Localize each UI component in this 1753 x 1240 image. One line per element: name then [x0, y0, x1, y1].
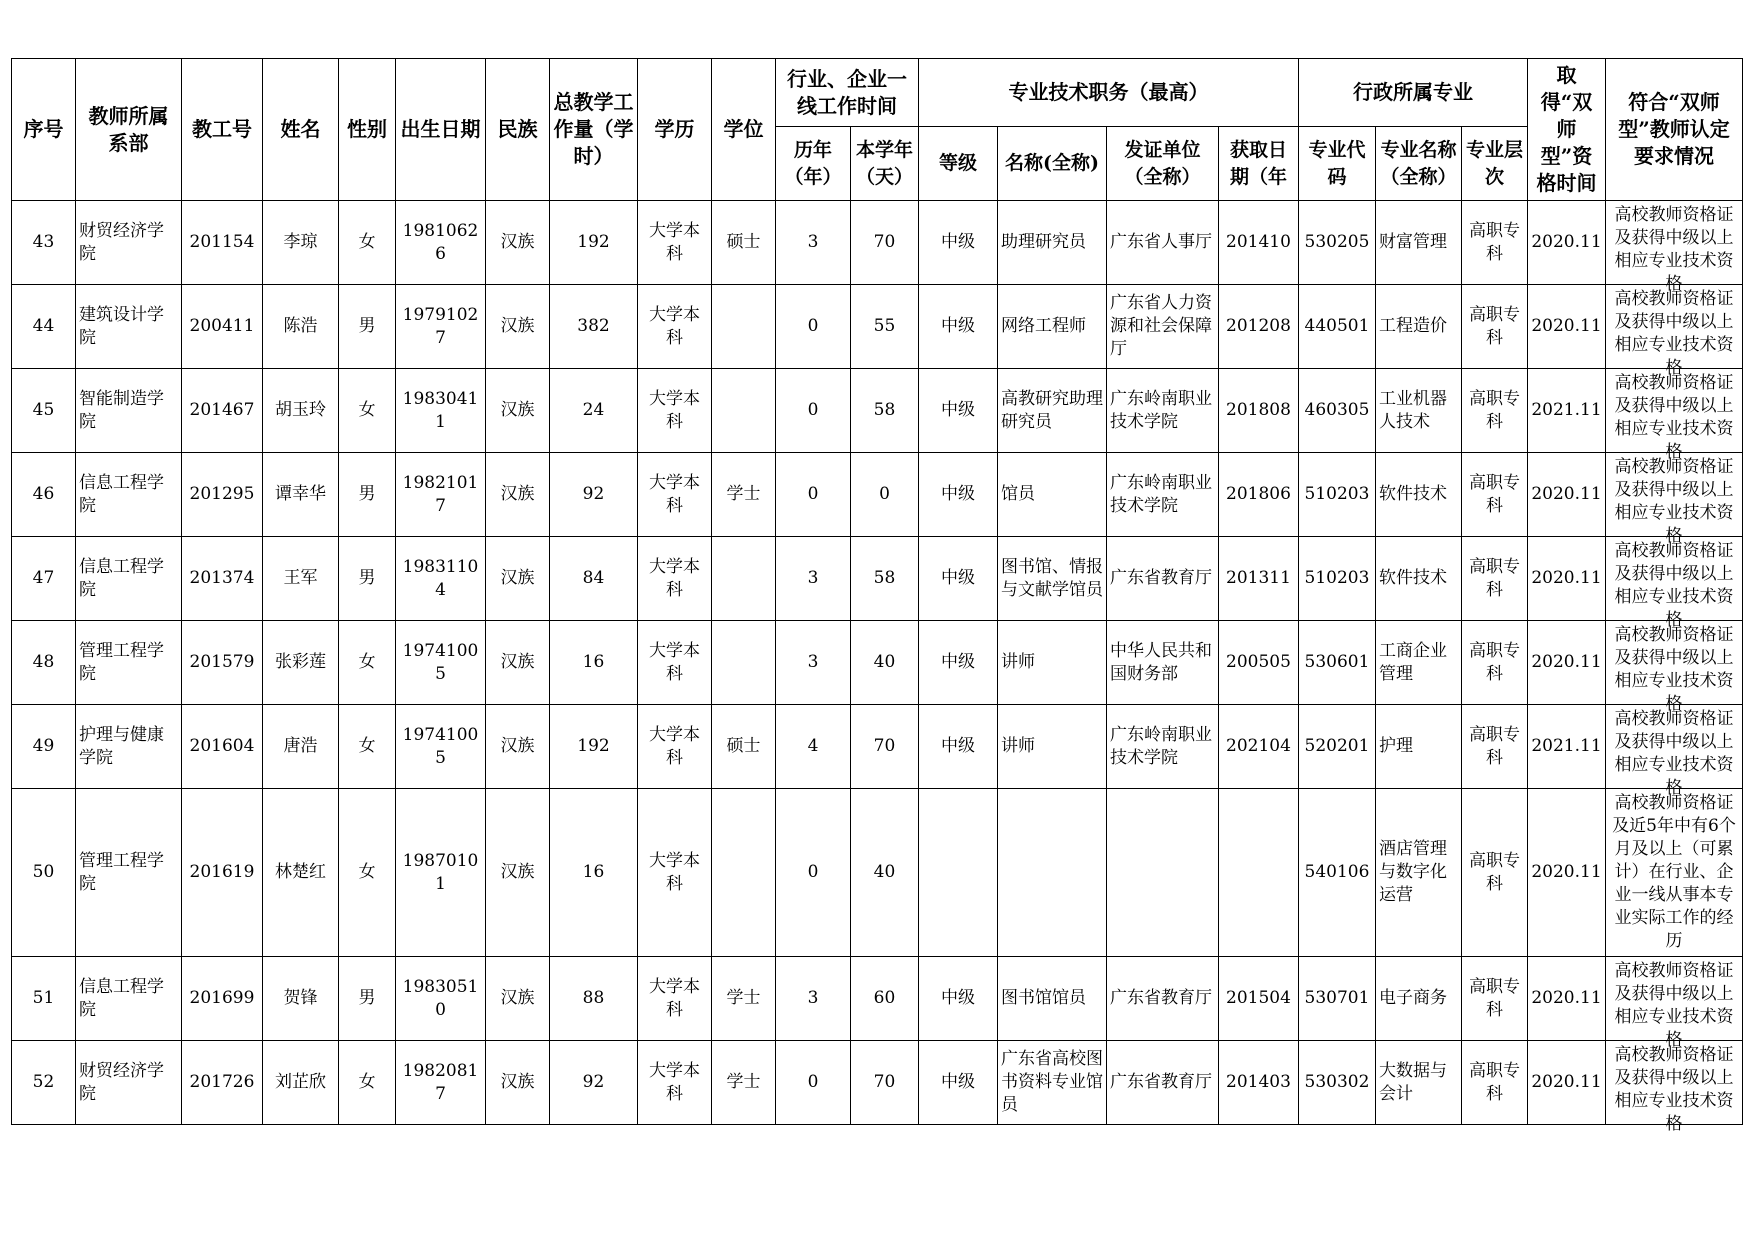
cell-title-name: 讲师: [998, 621, 1107, 705]
cell-qual-time: 2020.11: [1528, 621, 1606, 705]
cell-qual-time: 2020.11: [1528, 453, 1606, 537]
cell-staff-id: 201604: [182, 705, 263, 789]
cell-title-level: 中级: [919, 285, 998, 369]
cell-workload: 192: [550, 201, 638, 285]
cell-ethnicity: 汉族: [486, 537, 550, 621]
cell-seq: 49: [12, 705, 76, 789]
cell-workload: 382: [550, 285, 638, 369]
cell-major-name: 大数据与会计: [1376, 1041, 1462, 1125]
cell-major-name: 工业机器人技术: [1376, 369, 1462, 453]
table-row: [12, 537, 1743, 621]
cell-major-code: 510203: [1299, 537, 1376, 621]
cell-staff-id: 201295: [182, 453, 263, 537]
cell-staff-id: 201467: [182, 369, 263, 453]
cell-title-issuer: 广东省教育厅: [1107, 1041, 1219, 1125]
table-row: [12, 369, 1743, 453]
cell-title-date: 201808: [1219, 369, 1299, 453]
cell-workload: 192: [550, 705, 638, 789]
cell-industry-years: 3: [776, 201, 851, 285]
cell-ethnicity: 汉族: [486, 621, 550, 705]
cell-degree: [712, 285, 776, 369]
cell-education: 大学本科: [638, 537, 712, 621]
cell-qual-time: 2021.11: [1528, 369, 1606, 453]
cell-industry-days: 40: [851, 621, 919, 705]
cell-gender: 男: [339, 285, 396, 369]
cell-gender: 男: [339, 537, 396, 621]
cell-industry-days: 70: [851, 201, 919, 285]
cell-requirement: 高校教师资格证及获得中级以上相应专业技术资格: [1614, 540, 1734, 630]
cell-ethnicity: 汉族: [486, 369, 550, 453]
cell-qual-time: 2020.11: [1528, 789, 1606, 957]
cell-industry-days: 70: [851, 705, 919, 789]
cell-degree: 学士: [712, 1041, 776, 1125]
cell-workload: 84: [550, 537, 638, 621]
cell-title-level: 中级: [919, 453, 998, 537]
cell-staff-id: 201699: [182, 957, 263, 1041]
cell-birth: 19820817: [396, 1041, 486, 1125]
cell-major-level: 高职专科: [1462, 537, 1528, 621]
cell-title-date: 201806: [1219, 453, 1299, 537]
cell-seq: 46: [12, 453, 76, 537]
cell-workload: 92: [550, 1041, 638, 1125]
cell-major-level: 高职专科: [1462, 285, 1528, 369]
header-title-date: 获取日期（年: [1229, 138, 1287, 188]
cell-qual-time: 2020.11: [1528, 201, 1606, 285]
cell-education: 大学本科: [638, 1041, 712, 1125]
cell-dept: 信息工程学院: [76, 453, 182, 537]
cell-major-name: 工程造价: [1376, 285, 1462, 369]
cell-major-name: 软件技术: [1376, 453, 1462, 537]
cell-major-code: 520201: [1299, 705, 1376, 789]
header-name: 姓名: [263, 59, 339, 201]
cell-title-issuer: 广东省教育厅: [1107, 537, 1219, 621]
cell-title-issuer: 中华人民共和国财务部: [1107, 621, 1219, 705]
cell-name: 唐浩: [263, 705, 339, 789]
cell-birth: 19830411: [396, 369, 486, 453]
cell-workload: 24: [550, 369, 638, 453]
cell-title-date: 201410: [1219, 201, 1299, 285]
cell-name: 王军: [263, 537, 339, 621]
header-degree: 学位: [712, 59, 776, 201]
cell-seq: 48: [12, 621, 76, 705]
cell-education: 大学本科: [638, 957, 712, 1041]
cell-education: 大学本科: [638, 621, 712, 705]
header-title-name: 名称(全称): [1005, 152, 1099, 174]
cell-title-name: 广东省高校图书资料专业馆员: [998, 1041, 1107, 1125]
header-industry-days: 本学年（天）: [855, 138, 913, 188]
cell-title-level: 中级: [919, 621, 998, 705]
header-title-level: 等级: [938, 152, 977, 174]
cell-requirement: 高校教师资格证及获得中级以上相应专业技术资格: [1614, 204, 1734, 294]
cell-major-code: 530302: [1299, 1041, 1376, 1125]
cell-workload: 88: [550, 957, 638, 1041]
cell-birth: 19741005: [396, 621, 486, 705]
cell-requirement: 高校教师资格证及获得中级以上相应专业技术资格: [1614, 372, 1734, 462]
cell-qual-time: 2020.11: [1528, 957, 1606, 1041]
cell-major-level: 高职专科: [1462, 453, 1528, 537]
header-seq: 序号: [12, 59, 76, 201]
cell-title-issuer: 广东省教育厅: [1107, 957, 1219, 1041]
cell-workload: 16: [550, 789, 638, 957]
table-body: [12, 201, 1743, 1134]
cell-ethnicity: 汉族: [486, 789, 550, 957]
header-major-level: 专业层次: [1466, 138, 1524, 188]
cell-title-date: 201311: [1219, 537, 1299, 621]
header-qual-time: 取得“双师型”资格时间: [1528, 59, 1606, 201]
cell-dept: 财贸经济学院: [76, 1041, 182, 1125]
cell-industry-days: 58: [851, 369, 919, 453]
cell-major-code: 530205: [1299, 201, 1376, 285]
cell-birth: 19870101: [396, 789, 486, 957]
cell-industry-years: 0: [776, 453, 851, 537]
cell-gender: 男: [339, 453, 396, 537]
cell-seq: 43: [12, 201, 76, 285]
cell-industry-years: 0: [776, 369, 851, 453]
header-staff-id: 教工号: [182, 59, 263, 201]
cell-title-name: 网络工程师: [998, 285, 1107, 369]
cell-requirement: 高校教师资格证及获得中级以上相应专业技术资格: [1614, 624, 1734, 714]
cell-gender: 女: [339, 201, 396, 285]
cell-dept: 护理与健康学院: [76, 705, 182, 789]
cell-title-issuer: 广东岭南职业技术学院: [1107, 705, 1219, 789]
cell-requirement: 高校教师资格证及获得中级以上相应专业技术资格: [1614, 1044, 1734, 1134]
cell-major-name: 护理: [1376, 705, 1462, 789]
cell-ethnicity: 汉族: [486, 285, 550, 369]
cell-ethnicity: 汉族: [486, 705, 550, 789]
header-ethnicity: 民族: [486, 59, 550, 201]
cell-title-date: 201208: [1219, 285, 1299, 369]
cell-staff-id: 201579: [182, 621, 263, 705]
cell-title-date: 201504: [1219, 957, 1299, 1041]
cell-industry-years: 0: [776, 285, 851, 369]
cell-title-level: 中级: [919, 369, 998, 453]
cell-degree: [712, 789, 776, 957]
cell-industry-years: 4: [776, 705, 851, 789]
header-major-code: 专业代码: [1308, 138, 1366, 188]
header-dept: 教师所属系部: [76, 59, 182, 201]
cell-degree: [712, 537, 776, 621]
header-title-issuer: 发证单位（全称）: [1124, 138, 1201, 188]
cell-gender: 女: [339, 1041, 396, 1125]
cell-name: 张彩莲: [263, 621, 339, 705]
cell-industry-years: 0: [776, 1041, 851, 1125]
cell-industry-days: 60: [851, 957, 919, 1041]
cell-title-name: [998, 789, 1107, 957]
cell-qual-time: 2020.11: [1528, 1041, 1606, 1125]
header-industry-years: 历年（年）: [784, 138, 842, 188]
cell-ethnicity: 汉族: [486, 1041, 550, 1125]
teacher-table: [11, 58, 1743, 1134]
header-education: 学历: [638, 59, 712, 201]
cell-title-name: 馆员: [998, 453, 1107, 537]
cell-industry-days: 58: [851, 537, 919, 621]
cell-seq: 47: [12, 537, 76, 621]
cell-title-issuer: 广东省人力资源和社会保障厅: [1107, 285, 1219, 369]
cell-name: 胡玉玲: [263, 369, 339, 453]
cell-degree: [712, 621, 776, 705]
header-workload: 总教学工作量（学时）: [550, 59, 638, 201]
cell-dept: 管理工程学院: [76, 789, 182, 957]
cell-title-date: 200505: [1219, 621, 1299, 705]
cell-title-issuer: [1107, 789, 1219, 957]
cell-industry-years: 3: [776, 957, 851, 1041]
cell-title-issuer: 广东省人事厅: [1107, 201, 1219, 285]
cell-gender: 女: [339, 621, 396, 705]
cell-major-code: 440501: [1299, 285, 1376, 369]
cell-education: 大学本科: [638, 285, 712, 369]
cell-industry-years: 3: [776, 621, 851, 705]
cell-name: 李琼: [263, 201, 339, 285]
cell-title-name: 讲师: [998, 705, 1107, 789]
cell-seq: 51: [12, 957, 76, 1041]
cell-major-level: 高职专科: [1462, 705, 1528, 789]
cell-staff-id: 201726: [182, 1041, 263, 1125]
cell-birth: 19791027: [396, 285, 486, 369]
cell-seq: 45: [12, 369, 76, 453]
cell-title-level: 中级: [919, 705, 998, 789]
cell-requirement: 高校教师资格证及获得中级以上相应专业技术资格: [1614, 288, 1734, 378]
cell-birth: 19831104: [396, 537, 486, 621]
cell-dept: 信息工程学院: [76, 537, 182, 621]
header-major-name: 专业名称（全称）: [1380, 138, 1457, 188]
cell-name: 刘芷欣: [263, 1041, 339, 1125]
table-row: [12, 957, 1743, 1041]
cell-dept: 建筑设计学院: [76, 285, 182, 369]
cell-major-name: 软件技术: [1376, 537, 1462, 621]
cell-title-level: 中级: [919, 537, 998, 621]
cell-major-code: 530601: [1299, 621, 1376, 705]
table-row: [12, 705, 1743, 789]
cell-dept: 信息工程学院: [76, 957, 182, 1041]
table-row: [12, 285, 1743, 369]
cell-major-level: 高职专科: [1462, 1041, 1528, 1125]
cell-industry-days: 40: [851, 789, 919, 957]
cell-birth: 19810626: [396, 201, 486, 285]
header-birth: 出生日期: [396, 59, 486, 201]
cell-workload: 92: [550, 453, 638, 537]
cell-industry-days: 0: [851, 453, 919, 537]
cell-title-level: 中级: [919, 1041, 998, 1125]
cell-education: 大学本科: [638, 705, 712, 789]
cell-qual-time: 2020.11: [1528, 537, 1606, 621]
cell-major-name: 工商企业管理: [1376, 621, 1462, 705]
cell-major-code: 540106: [1299, 789, 1376, 957]
cell-industry-days: 70: [851, 1041, 919, 1125]
cell-title-name: 图书馆、情报与文献学馆员: [998, 537, 1107, 621]
cell-title-name: 高教研究助理研究员: [998, 369, 1107, 453]
cell-degree: 硕士: [712, 201, 776, 285]
cell-birth: 19821017: [396, 453, 486, 537]
cell-gender: 女: [339, 369, 396, 453]
cell-major-level: 高职专科: [1462, 621, 1528, 705]
cell-industry-years: 3: [776, 537, 851, 621]
cell-requirement: 高校教师资格证及获得中级以上相应专业技术资格: [1614, 708, 1734, 798]
header-gender: 性别: [339, 59, 396, 201]
cell-title-issuer: 广东岭南职业技术学院: [1107, 369, 1219, 453]
cell-major-level: 高职专科: [1462, 369, 1528, 453]
cell-requirement: 高校教师资格证及近5年中有6个月及以上（可累计）在行业、企业一线从事本专业实际工作的经历: [1612, 793, 1736, 951]
cell-gender: 女: [339, 705, 396, 789]
cell-name: 林楚红: [263, 789, 339, 957]
header-title-group: 专业技术职务（最高）: [919, 59, 1299, 127]
cell-major-level: 高职专科: [1462, 957, 1528, 1041]
cell-title-level: 中级: [919, 201, 998, 285]
cell-title-date: 201403: [1219, 1041, 1299, 1125]
cell-birth: 19830510: [396, 957, 486, 1041]
cell-title-level: 中级: [919, 957, 998, 1041]
cell-gender: 女: [339, 789, 396, 957]
table-row: [12, 789, 1743, 957]
cell-industry-days: 55: [851, 285, 919, 369]
table-row: [12, 201, 1743, 285]
cell-dept: 财贸经济学院: [76, 201, 182, 285]
table-row: [12, 453, 1743, 537]
cell-staff-id: 201374: [182, 537, 263, 621]
cell-requirement: 高校教师资格证及获得中级以上相应专业技术资格: [1614, 960, 1734, 1050]
cell-title-date: [1219, 789, 1299, 957]
cell-major-level: 高职专科: [1462, 789, 1528, 957]
cell-major-name: 酒店管理与数字化运营: [1376, 789, 1462, 957]
cell-education: 大学本科: [638, 789, 712, 957]
cell-degree: 学士: [712, 957, 776, 1041]
cell-qual-time: 2020.11: [1528, 285, 1606, 369]
cell-requirement: 高校教师资格证及获得中级以上相应专业技术资格: [1614, 456, 1734, 546]
cell-name: 陈浩: [263, 285, 339, 369]
cell-staff-id: 200411: [182, 285, 263, 369]
cell-staff-id: 201619: [182, 789, 263, 957]
cell-ethnicity: 汉族: [486, 957, 550, 1041]
cell-major-code: 530701: [1299, 957, 1376, 1041]
cell-major-code: 460305: [1299, 369, 1376, 453]
cell-seq: 52: [12, 1041, 76, 1125]
cell-title-level: [919, 789, 998, 957]
header-requirement: 符合“双师型”教师认定要求情况: [1606, 59, 1743, 201]
cell-name: 贺锋: [263, 957, 339, 1041]
cell-title-issuer: 广东岭南职业技术学院: [1107, 453, 1219, 537]
cell-major-code: 510203: [1299, 453, 1376, 537]
cell-ethnicity: 汉族: [486, 201, 550, 285]
cell-education: 大学本科: [638, 369, 712, 453]
cell-workload: 16: [550, 621, 638, 705]
cell-gender: 男: [339, 957, 396, 1041]
cell-degree: [712, 369, 776, 453]
header-major-group: 行政所属专业: [1299, 59, 1528, 127]
cell-industry-years: 0: [776, 789, 851, 957]
table-row: [12, 621, 1743, 705]
cell-staff-id: 201154: [182, 201, 263, 285]
cell-seq: 44: [12, 285, 76, 369]
cell-major-name: 财富管理: [1376, 201, 1462, 285]
cell-seq: 50: [12, 789, 76, 957]
cell-birth: 19741005: [396, 705, 486, 789]
cell-education: 大学本科: [638, 453, 712, 537]
cell-dept: 智能制造学院: [76, 369, 182, 453]
header-industry-group: 行业、企业一线工作时间: [776, 59, 919, 127]
cell-name: 谭幸华: [263, 453, 339, 537]
cell-degree: 学士: [712, 453, 776, 537]
cell-title-date: 202104: [1219, 705, 1299, 789]
cell-education: 大学本科: [638, 201, 712, 285]
cell-degree: 硕士: [712, 705, 776, 789]
cell-ethnicity: 汉族: [486, 453, 550, 537]
cell-major-level: 高职专科: [1462, 201, 1528, 285]
cell-major-name: 电子商务: [1376, 957, 1462, 1041]
cell-qual-time: 2021.11: [1528, 705, 1606, 789]
cell-dept: 管理工程学院: [76, 621, 182, 705]
cell-title-name: 助理研究员: [998, 201, 1107, 285]
table-row: [12, 1041, 1743, 1125]
cell-title-name: 图书馆馆员: [998, 957, 1107, 1041]
